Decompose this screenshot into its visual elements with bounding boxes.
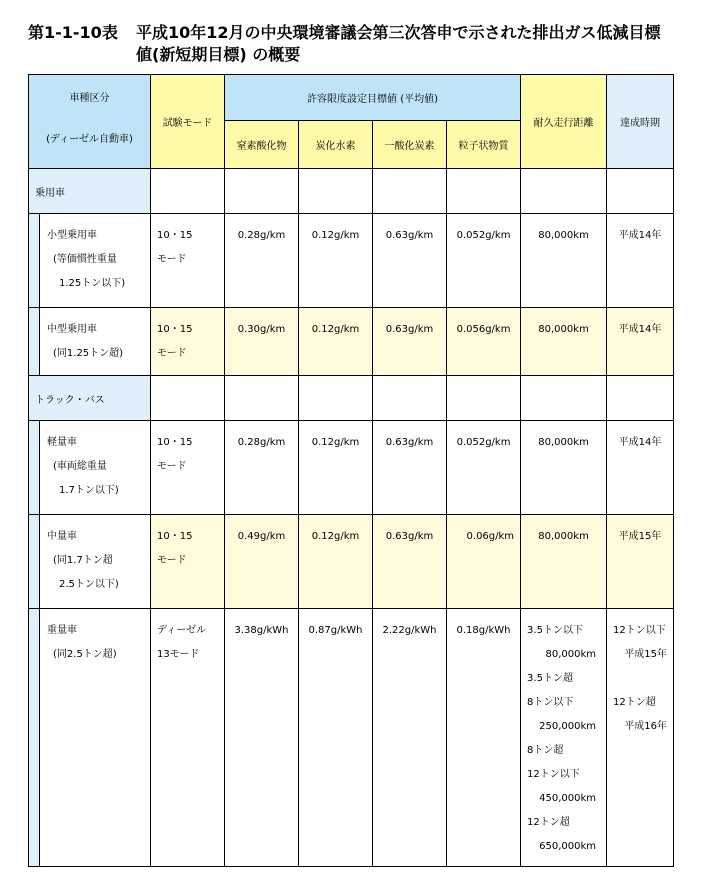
header-test-mode: 試験モード [151,75,225,169]
emission-target-table [28,74,674,867]
table-cell [225,376,299,421]
table-cell [607,376,674,421]
table-cell: 中量車 (同1.7トン超 2.5トン以下) [29,515,151,609]
table-cell: 0.12g/km [299,308,373,376]
table-cell: 80,000km [521,421,607,515]
table-cell [29,169,151,214]
table-cell: 中型乗用車 (同1.25トン超) [29,308,151,376]
table-cell [607,169,674,214]
table-cell: 80,000km [521,214,607,308]
header-limits: 許容限度設定目標値 (平均値) [225,75,521,121]
header-durability: 耐久走行距離 [521,75,607,169]
title-line-2: 値(新短期目標) の概要 [136,45,301,64]
table-cell [151,169,225,214]
table-cell: 平成14年 [607,214,674,308]
category-row-truck-bus [29,376,674,421]
header-hc: 炭化水素 [299,121,373,169]
table-cell: 10・15 モード [151,214,225,308]
table-cell: 0.06g/km [447,515,521,609]
table-cell: 0.12g/km [299,515,373,609]
table-cell: 0.18g/kWh [447,609,521,867]
header-co: 一酸化炭素 [373,121,447,169]
table-cell: 10・15 モード [151,515,225,609]
table-cell: 0.28g/km [225,421,299,515]
table-cell [373,169,447,214]
row-name: 小型乗用車 [47,230,97,241]
table-cell: 2.22g/kWh [373,609,447,867]
table-cell: 80,000km [521,308,607,376]
table-row-light [29,421,674,515]
table-cell [151,376,225,421]
table-row-mid-car [29,308,674,376]
table-cell: 軽量車 (車両総重量 1.7トン以下) [29,421,151,515]
table-cell: 0.056g/km [447,308,521,376]
table-cell: 平成15年 [607,515,674,609]
table-cell: 重量車 (同2.5トン超) [29,609,151,867]
table-cell: 0.30g/km [225,308,299,376]
table-cell [225,169,299,214]
table-row-small-car [29,214,674,308]
header-nox: 窒素酸化物 [225,121,299,169]
table-cell: ディーゼル 13モード [151,609,225,867]
table-cell: 0.87g/kWh [299,609,373,867]
table-title [28,22,698,66]
category-passenger: 乗用車 [35,187,65,199]
table-cell [521,376,607,421]
table-cell [373,376,447,421]
header-vehicle-class: 車種区分 (ディーゼル自動車) [29,75,151,169]
table-cell [447,376,521,421]
category-truck-bus: トラック・バス [35,394,105,406]
table-cell: 3.38g/kWh [225,609,299,867]
table-cell: 12トン以下 平成15年 12トン超 平成16年 [607,609,674,867]
table-cell: 平成14年 [607,421,674,515]
table-cell: 0.28g/km [225,214,299,308]
header-vehicle-class-sub: (ディーゼル自動車) [46,134,133,145]
table-row-medium [29,515,674,609]
table-cell [447,169,521,214]
table-cell: 小型乗用車 (等価慣性重量 1.25トン以下) [29,214,151,308]
table-cell [29,376,151,421]
table-row-heavy [29,609,674,867]
table-cell: 0.63g/km [373,214,447,308]
table-cell: 80,000km [521,515,607,609]
table-cell: 0.052g/km [447,421,521,515]
table-cell: 0.63g/km [373,515,447,609]
table-cell: 0.63g/km [373,421,447,515]
table-cell: 0.63g/km [373,308,447,376]
table-cell: 0.052g/km [447,214,521,308]
table-cell: 3.5トン以下 80,000km 3.5トン超 8トン以下 250,000km 8トン超 12トン以下 450,000km 12トン超 650,000km [521,609,607,867]
table-cell: 0.49g/km [225,515,299,609]
category-row-passenger [29,169,674,214]
table-code: 第1-1-10表 [28,23,118,42]
table-cell: 10・15 モード [151,308,225,376]
header-pm: 粒子状物質 [447,121,521,169]
table-cell [299,169,373,214]
table-cell: 平成14年 [607,308,674,376]
table-cell: 10・15 モード [151,421,225,515]
table-cell [299,376,373,421]
table-cell: 0.12g/km [299,421,373,515]
header-target-time: 達成時期 [607,75,674,169]
table-cell [521,169,607,214]
title-line-1: 平成10年12月の中央環境審議会第三次答申で示された排出ガス低減目標 [136,23,661,42]
table-cell: 0.12g/km [299,214,373,308]
